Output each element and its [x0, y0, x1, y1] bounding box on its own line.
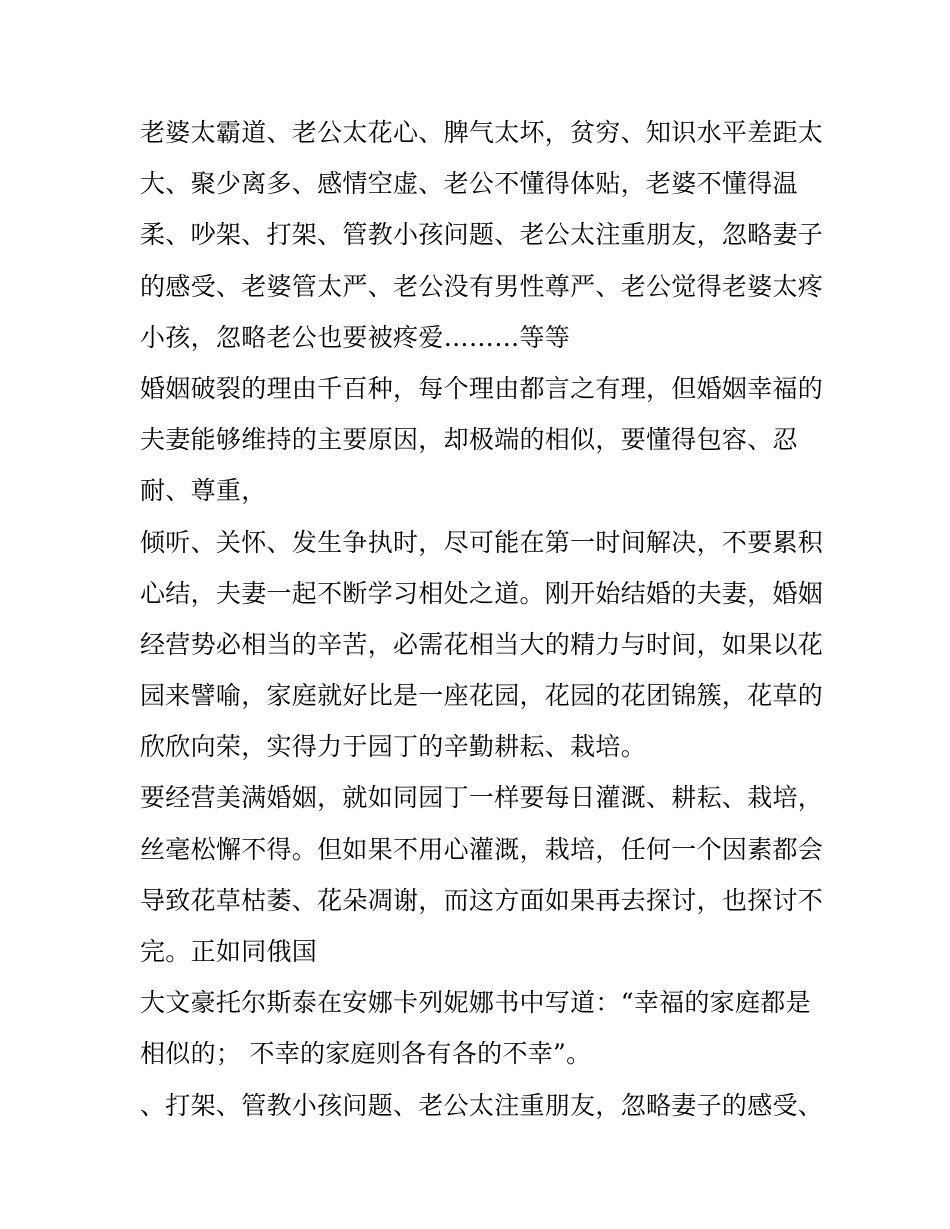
text-line: 经营势必相当的辛苦，必需花相当大的精力与时间，如果以花	[140, 629, 824, 659]
text-line: 、打架、管教小孩问题、老公太注重朋友，忽略妻子的感受、	[140, 1090, 824, 1120]
text-line: 小孩，忽略老公也要被疼爱………等等	[140, 322, 571, 352]
text-line: 大文豪托尔斯泰在安娜卡列妮娜书中写道：“幸福的家庭都是	[140, 988, 811, 1018]
text-line: 柔、吵架、打架、管教小孩问题、老公太注重朋友，忽略妻子	[140, 220, 824, 250]
text-line: 的感受、老婆管太严、老公没有男性尊严、老公觉得老婆太疼	[140, 271, 824, 301]
text-line: 耐、尊重，	[140, 476, 267, 506]
text-line: 导致花草枯萎、花朵凋谢，而这方面如果再去探讨，也探讨不	[140, 885, 824, 915]
text-line: 夫妻能够维持的主要原因，却极端的相似，要懂得包容、忍	[140, 425, 798, 455]
text-line: 老婆太霸道、老公太花心、脾气太坏，贫穷、知识水平差距太	[140, 118, 824, 147]
text-line: 相似的； 不幸的家庭则各有各的不幸”。	[140, 1039, 592, 1069]
text-line: 婚姻破裂的理由千百种，每个理由都言之有理，但婚姻幸福的	[140, 373, 824, 403]
text-line: 完。正如同俄国	[140, 937, 318, 966]
text-line: 园来譬喻，家庭就好比是一座花园，花园的花团锦簇，花草的	[140, 681, 824, 711]
text-line: 丝毫松懈不得。但如果不用心灌溉，栽培，任何一个因素都会	[140, 834, 824, 864]
text-line: 欣欣向荣，实得力于园丁的辛勤耕耘、栽培。	[140, 732, 647, 762]
text-line: 大、聚少离多、感情空虚、老公不懂得体贴，老婆不懂得温	[140, 169, 798, 199]
text-line: 心结，夫妻一起不断学习相处之道。刚开始结婚的夫妻，婚姻	[140, 578, 824, 608]
text-line: 倾听、关怀、发生争执时，尽可能在第一时间解决，不要累积	[140, 527, 824, 557]
document-body	[140, 107, 840, 1131]
text-line: 要经营美满婚姻，就如同园丁一样要每日灌溉、耕耘、栽培，	[140, 783, 824, 813]
